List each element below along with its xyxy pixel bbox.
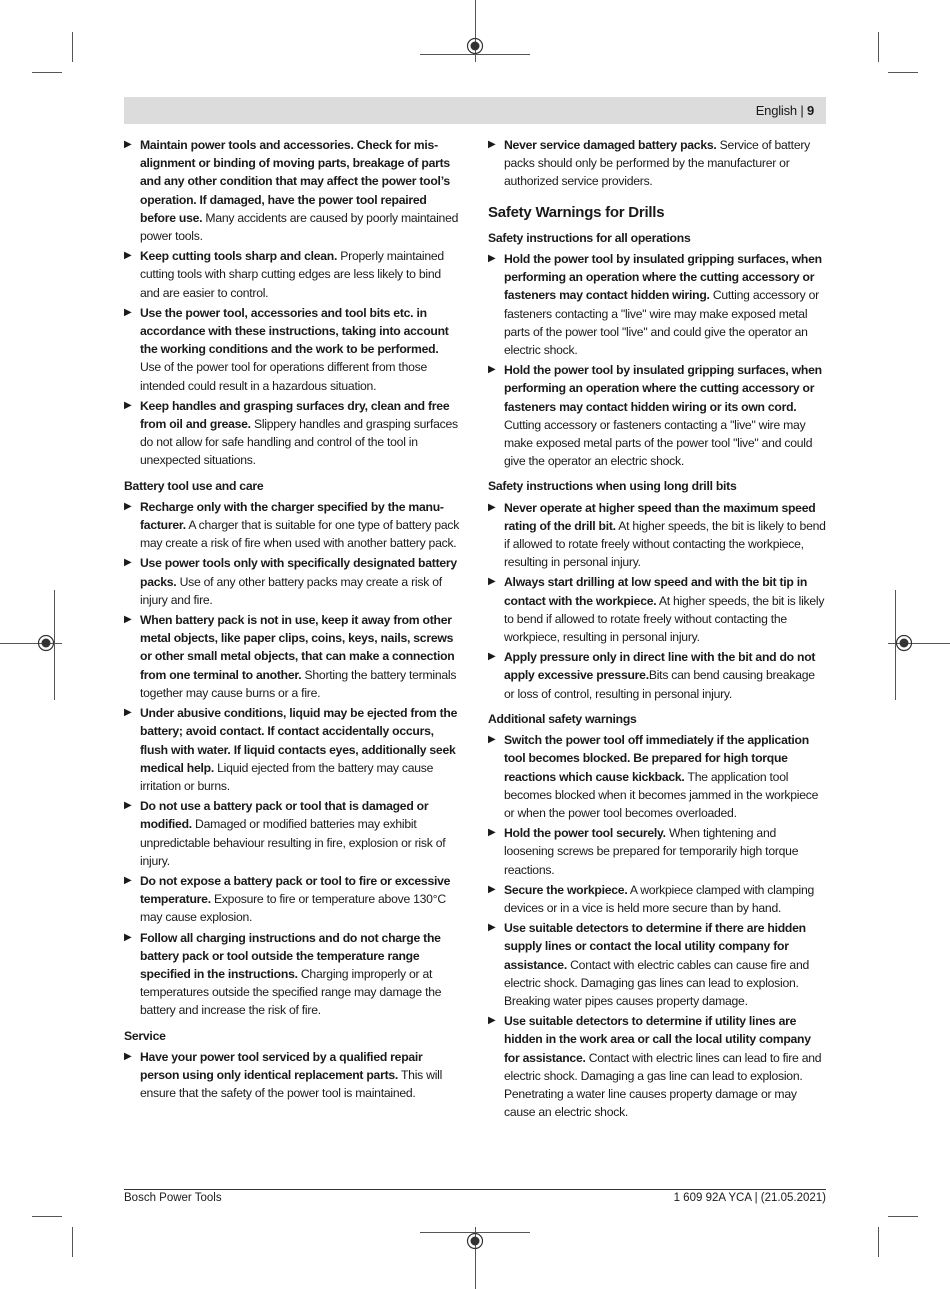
- warning-text: This will ensure that the safety of the power tool is maintained.: [140, 1067, 443, 1101]
- warning-bold: Follow all charging instructions and do not charge the battery pack or tool outside the temperature range specified in the instructions.: [140, 930, 441, 981]
- warning-bold: Maintain power tools and accessories. Check for misalignment or binding of moving parts, breakage of parts and any other condition that may affect the power tool’s operation. If damaged, have the power tool repaired before use.: [140, 138, 450, 225]
- warning-item: [124, 1048, 462, 1103]
- warning-bold: Have your power tool serviced by a qualified repair person using only identical replacement parts.: [140, 1049, 423, 1082]
- warning-text: Cutting accessory or fasteners contacting a "live" wire may make exposed metal parts of the power tool "live" and could give the operator an electric shock.: [504, 288, 819, 358]
- warning-bold: Use suitable detectors to determine if there are hidden supply lines or contact the local utility company for assistance.: [504, 921, 806, 972]
- warning-item: [124, 397, 462, 470]
- warning-text: Exposure to fire or temperature above 130°C may cause explosion.: [140, 892, 446, 925]
- warning-bold: Use power tools only with specifically designated battery packs.: [140, 556, 457, 589]
- warning-bold: Use the power tool, accessories and tool bits etc. in accordance with these instructions, taking into account the working conditions and the work to be performed.: [140, 305, 449, 357]
- crop-mark: [32, 72, 62, 73]
- header-text: English | 9: [755, 103, 814, 118]
- warning-bold: Always start drilling at low speed and with the bit tip in contact with the workpiece.: [504, 575, 808, 608]
- warning-item: [124, 929, 462, 1020]
- bullet-triangle-icon: ▶: [488, 139, 496, 150]
- page-header: [124, 97, 826, 124]
- warning-bold: Hold the power tool by insulated gripping surfaces, when performing an operation where the cutting accessory or fasteners may contact hidden wiring or its own cord.: [504, 363, 822, 414]
- warning-text: Cutting accessory or fasteners contacting a "live" wire may make exposed metal parts of the power tool "live" and could give the operator an electric shock.: [504, 417, 813, 469]
- registration-target-icon: [37, 634, 55, 652]
- section-heading: Safety Warnings for Drills: [488, 203, 665, 221]
- bullet-triangle-icon: ▶: [488, 827, 496, 839]
- bullet-triangle-icon: ▶: [124, 707, 132, 719]
- warning-item: [488, 919, 826, 1010]
- registration-target-icon: [466, 1232, 484, 1250]
- warning-bold: Use suitable detectors to determine if utility lines are hidden in the work area or call the local utility company for assistance.: [504, 1014, 811, 1065]
- warning-item: [124, 554, 462, 609]
- bullet-triangle-icon: ▶: [124, 1050, 132, 1062]
- warning-item: [124, 498, 462, 553]
- crop-mark: [32, 1216, 62, 1217]
- crop-mark: [888, 1216, 918, 1217]
- subsection-heading: Safety instructions when using long drill bits: [488, 479, 737, 494]
- warning-text: At higher speeds, the bit is likely to bend if allowed to rotate freely without contacting the workpiece, resulting in personal injury.: [504, 518, 826, 570]
- warning-item: [488, 1012, 826, 1121]
- warning-text: When tightening and loosening screws be prepared for temporarily high torque reactions.: [504, 826, 799, 877]
- left-column: [124, 136, 462, 1104]
- warning-item: [124, 797, 462, 870]
- right-column: [488, 136, 826, 1123]
- warning-item: [488, 361, 826, 470]
- bullet-triangle-icon: ▶: [488, 576, 496, 588]
- warning-bold: Apply pressure only in direct line with the bit and do not apply excessive pressure.: [504, 650, 816, 683]
- subsection-heading: Safety instructions for all operations: [488, 230, 691, 245]
- warning-bold: Under abusive conditions, liquid may be ejected from the battery; avoid contact. If contact accidentally occurs, flush with water. If liquid contacts eyes, additionally seek medical help.: [140, 706, 458, 775]
- warning-item: [488, 824, 826, 879]
- bullet-triangle-icon: ▶: [124, 500, 132, 512]
- warning-bold: Hold the power tool by insulated gripping surfaces, when performing an operation where the cutting accessory or fasteners may contact hidden wiring.: [504, 252, 822, 303]
- bullet-triangle-icon: ▶: [124, 931, 132, 943]
- subsection-heading: Additional safety warnings: [488, 711, 637, 726]
- subsection-heading: Service: [124, 1028, 166, 1043]
- warning-bold: Do not expose a battery pack or tool to fire or excessive temperature.: [140, 873, 451, 907]
- bullet-triangle-icon: ▶: [488, 253, 496, 265]
- footer-doc-id: 1 609 92A YCA | (21.05.2021): [673, 1192, 826, 1204]
- warning-bold: Recharge only with the charger specified by the manufacturer.: [140, 499, 444, 533]
- warning-item: [124, 247, 462, 302]
- bullet-triangle-icon: ▶: [488, 922, 496, 934]
- header-language: English: [755, 103, 797, 118]
- crop-mark: [878, 32, 879, 62]
- warning-text: Charging improperly or at temperatures outside the specified range may damage the battery and increase the risk of fire.: [140, 966, 442, 1018]
- warning-text: Bits can bend causing breakage or loss of control, resulting in personal injury.: [504, 668, 815, 701]
- bullet-triangle-icon: ▶: [124, 614, 132, 626]
- warning-item: [124, 611, 462, 702]
- warning-item: [124, 136, 462, 245]
- warning-text: Contact with electric lines can lead to fire and electric shock. Damaging a gas line can lead to explosion. Penetrating a water line causes property damage or may cause an electric shock.: [504, 1050, 822, 1120]
- registration-target-icon: [895, 634, 913, 652]
- footer-divider: [124, 1189, 826, 1190]
- warning-bold: Do not use a battery pack or tool that is damaged or modified.: [140, 799, 429, 832]
- bullet-triangle-icon: ▶: [124, 557, 132, 569]
- bullet-triangle-icon: ▶: [124, 139, 132, 150]
- warning-text: Properly maintained cutting tools with sharp cutting edges are less likely to bind and are easier to control.: [140, 249, 444, 300]
- warning-text: At higher speeds, the bit is likely to bend if allowed to rotate freely without contacting the workpiece, resulting in personal injury.: [504, 593, 825, 645]
- warning-item: [124, 704, 462, 795]
- bullet-triangle-icon: ▶: [488, 734, 496, 746]
- bullet-triangle-icon: ▶: [488, 501, 496, 513]
- bullet-triangle-icon: ▶: [124, 306, 132, 318]
- warning-bold: Never service damaged battery packs.: [504, 138, 717, 152]
- bullet-triangle-icon: ▶: [124, 399, 132, 411]
- subsection-heading: Battery tool use and care: [124, 478, 264, 493]
- warning-item: [488, 731, 826, 822]
- warning-text: Service of battery packs should only be performed by the manufacturer or authorized service providers.: [504, 138, 811, 189]
- warning-text: Use of the power tool for operations different from those intended could result in a hazardous situation.: [140, 360, 427, 393]
- warning-text: A workpiece clamped with clamping devices or in a vice is held more secure than by hand.: [504, 882, 815, 915]
- warning-bold: Never operate at higher speed than the maximum speed rating of the drill bit.: [504, 500, 816, 533]
- warning-text: Shorting the battery terminals together may cause burns or a fire.: [140, 667, 457, 700]
- warning-text: Slippery handles and grasping surfaces do not allow for safe handling and control of the tool in unexpected situations.: [140, 417, 458, 468]
- crop-mark: [72, 1227, 73, 1257]
- warning-text: Use of any other battery packs may create a risk of injury and fire.: [140, 574, 442, 607]
- warning-item: [488, 573, 826, 646]
- warning-bold: Switch the power tool off immediately if the application tool becomes blocked. Be prepared for high torque reactions which cause kickback.: [504, 733, 809, 784]
- bullet-triangle-icon: ▶: [488, 364, 496, 376]
- bullet-triangle-icon: ▶: [488, 651, 496, 663]
- crop-mark: [72, 32, 73, 62]
- warning-item: [124, 872, 462, 927]
- crop-mark: [878, 1227, 879, 1257]
- warning-bold: Hold the power tool securely.: [504, 826, 666, 841]
- warning-item: [488, 881, 826, 917]
- page-number: 9: [806, 103, 814, 118]
- warning-text: A charger that is suitable for one type of battery pack may create a risk of fire when used with another battery pack.: [140, 518, 460, 551]
- warning-bold: Secure the workpiece.: [504, 882, 628, 897]
- warning-text: Contact with electric cables can cause fire and electric shock. Damaging gas lines can lead to explosion. Breaking water pipes causes property damage.: [504, 957, 810, 1008]
- bullet-triangle-icon: ▶: [488, 883, 496, 895]
- warning-text: The application tool becomes blocked when it becomes jammed in the workpiece or when the power tool becomes overloaded.: [504, 769, 819, 820]
- bullet-triangle-icon: ▶: [124, 800, 132, 812]
- warning-bold: Keep handles and grasping surfaces dry, clean and free from oil and grease.: [140, 398, 450, 432]
- bullet-triangle-icon: ▶: [488, 1015, 496, 1027]
- bullet-triangle-icon: ▶: [124, 250, 132, 262]
- warning-item: [124, 304, 462, 395]
- crop-mark: [888, 72, 918, 73]
- warning-item: [488, 499, 826, 572]
- registration-target-icon: [466, 37, 484, 55]
- warning-text: Liquid ejected from the battery may cause irritation or burns.: [140, 760, 434, 793]
- warning-item: [488, 250, 826, 359]
- warning-text: Damaged or modified batteries may exhibit unpredictable behaviour resulting in fire, explosion or risk of injury.: [140, 817, 446, 868]
- warning-bold: When battery pack is not in use, keep it away from other metal objects, like paper clips, coins, keys, nails, screws or other small metal objects, that can make a connection from one terminal to another.: [140, 613, 455, 682]
- bullet-triangle-icon: ▶: [124, 874, 132, 886]
- warning-text: Many accidents are caused by poorly maintained power tools.: [140, 210, 459, 244]
- warning-item: [488, 136, 826, 191]
- warning-bold: Keep cutting tools sharp and clean.: [140, 249, 338, 264]
- warning-item: [488, 648, 826, 703]
- footer-brand: Bosch Power Tools: [124, 1192, 222, 1204]
